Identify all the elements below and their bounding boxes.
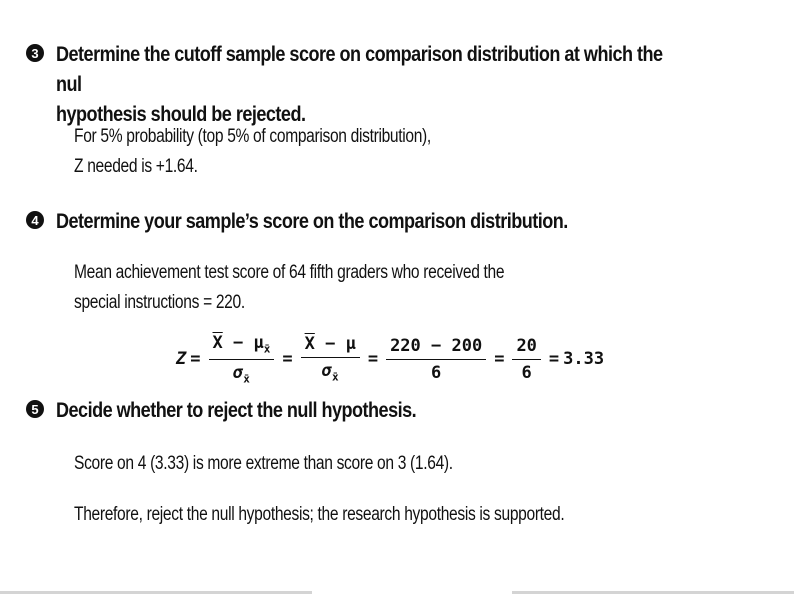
fraction-1	[209, 333, 275, 385]
fraction-3	[386, 336, 486, 383]
equals-sign: =	[548, 349, 560, 369]
fraction-4	[512, 336, 540, 383]
equals-sign: =	[282, 349, 293, 369]
fraction-denominator: 6	[521, 362, 532, 383]
body-line: Mean achievement test score of 64 fifth graders who received the	[74, 262, 505, 283]
body-line: special instructions = 220.	[74, 292, 245, 313]
subscript: x̄	[243, 371, 250, 385]
body-line: Score on 4 (3.33) is more extreme than score on 3 (1.64).	[74, 453, 453, 474]
heading-line: hypothesis should be rejected.	[56, 103, 306, 126]
step-number-badge: 5	[26, 400, 44, 418]
subscript: x̄	[332, 370, 339, 384]
body-line: Therefore, reject the null hypothesis; the research hypothesis is supported.	[74, 504, 565, 525]
step-number-badge: 3	[26, 44, 44, 62]
body-line: Z needed is +1.64.	[74, 156, 198, 177]
sigma-symbol: σ	[321, 361, 333, 382]
formula-z: Z	[176, 349, 187, 369]
minus-sign: −	[314, 334, 346, 355]
step-number-badge: 4	[26, 211, 44, 229]
footer-divider-right	[512, 591, 794, 594]
sigma-symbol: σ	[232, 362, 244, 383]
step-5	[26, 396, 475, 426]
equals-sign: =	[367, 349, 379, 369]
z-score-formula	[176, 330, 604, 388]
step-3	[26, 40, 794, 130]
step-heading	[56, 40, 794, 130]
heading-line: Determine the cutoff sample score on comparison distribution at which the nul	[56, 43, 663, 96]
footer-divider-left	[0, 591, 312, 594]
mu-symbol: μ	[253, 333, 264, 354]
fraction-denominator: 6	[431, 362, 442, 383]
fraction-numerator: 20	[512, 336, 540, 360]
mu-symbol: μ	[345, 334, 356, 355]
minus-sign: −	[222, 333, 254, 354]
equals-sign: =	[190, 349, 201, 369]
formula-result: 3.33	[563, 349, 605, 369]
body-line: For 5% probability (top 5% of comparison distribution),	[74, 126, 431, 147]
step-heading: Decide whether to reject the null hypothesis.	[56, 399, 417, 422]
step-heading: Determine your sample’s score on the comparison distribution.	[56, 210, 568, 233]
fraction-numerator: 220 − 200	[386, 336, 486, 360]
fraction-2	[301, 334, 360, 383]
x-bar: $\overline{X}$	[304, 334, 315, 355]
step-4	[26, 207, 651, 237]
x-bar: $\overline{X}$	[212, 333, 223, 354]
subscript: x̄	[263, 342, 271, 356]
equals-sign: =	[494, 349, 505, 369]
